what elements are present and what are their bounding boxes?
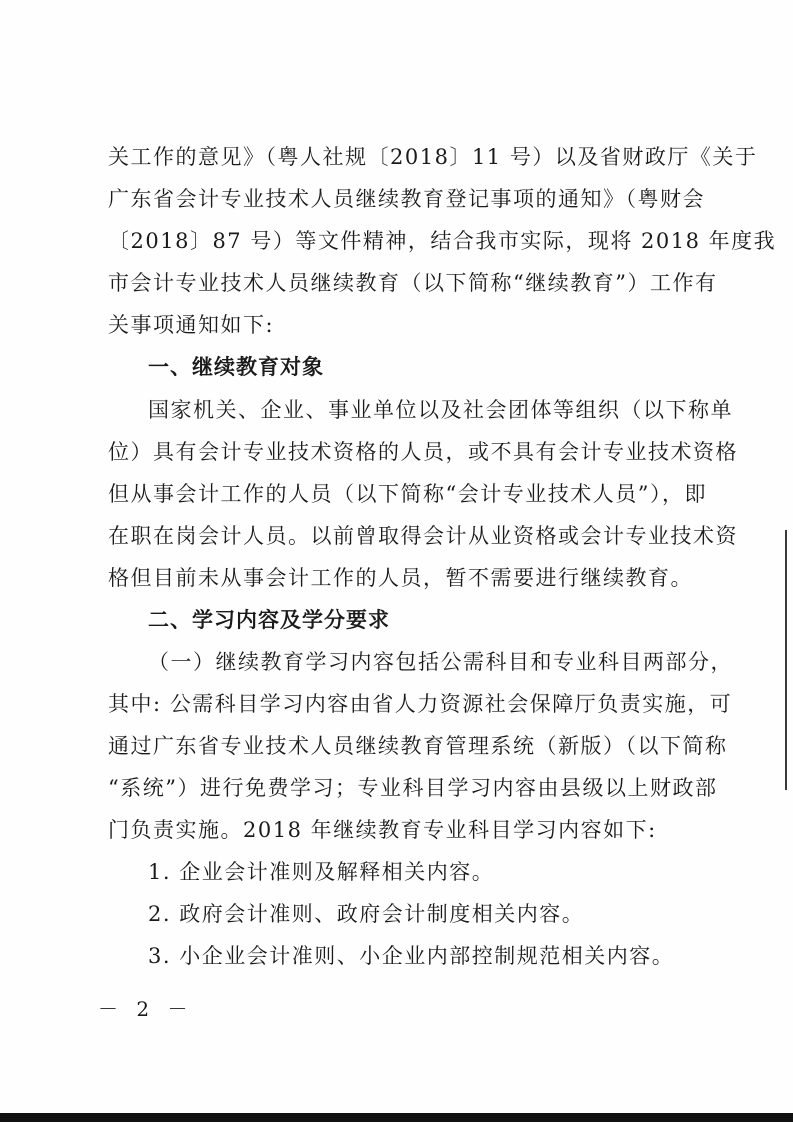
section-heading: 二、学习内容及学分要求 — [148, 608, 390, 632]
text-line: “系统”）进行免费学习；专业科目学习内容由县级以上财政部 — [108, 776, 718, 800]
list-item: 2. 政府会计准则、政府会计制度相关内容。 — [148, 902, 585, 926]
text-line: 通过广东省专业技术人员继续教育管理系统（新版）（以下简称 — [108, 734, 728, 758]
text-line: 市会计专业技术人员继续教育（以下简称“继续教育”）工作有 — [108, 271, 718, 295]
text-line: 关事项通知如下: — [108, 313, 275, 337]
text-line: 位）具有会计专业技术资格的人员，或不具有会计专业技术资格 — [108, 440, 738, 464]
scan-edge-line — [785, 530, 787, 790]
scan-edge-bar — [0, 1113, 793, 1122]
text-line: 格但目前未从事会计工作的人员，暂不需要进行继续教育。 — [108, 566, 693, 590]
text-line: 国家机关、企业、事业单位以及社会团体等组织（以下称单 — [148, 398, 733, 422]
text-line: 广东省会计专业技术人员继续教育登记事项的通知》（粤财会 — [108, 187, 705, 211]
page-number: － 2 － — [98, 997, 194, 1021]
text-line: 但从事会计工作的人员（以下简称“会计专业技术人员”），即 — [108, 482, 707, 506]
text-line: 门负责实施。2018 年继续教育专业科目学习内容如下: — [108, 818, 657, 842]
section-heading: 一、继续教育对象 — [148, 355, 324, 379]
text-line: （一）继续教育学习内容包括公需科目和专业科目两部分， — [148, 650, 733, 674]
text-line: 其中: 公需科目学习内容由省人力资源社会保障厅负责实施，可 — [108, 692, 733, 716]
text-line: 关工作的意见》（粤人社规〔2018〕11 号）以及省财政厅《关于 — [108, 145, 758, 169]
list-item: 1. 企业会计准则及解释相关内容。 — [148, 860, 495, 884]
list-item: 3. 小企业会计准则、小企业内部控制规范相关内容。 — [148, 944, 675, 968]
text-line: 〔2018〕87 号）等文件精神，结合我市实际，现将 2018 年度我 — [108, 229, 777, 253]
text-line: 在职在岗会计人员。以前曾取得会计从业资格或会计专业技术资 — [108, 524, 738, 548]
